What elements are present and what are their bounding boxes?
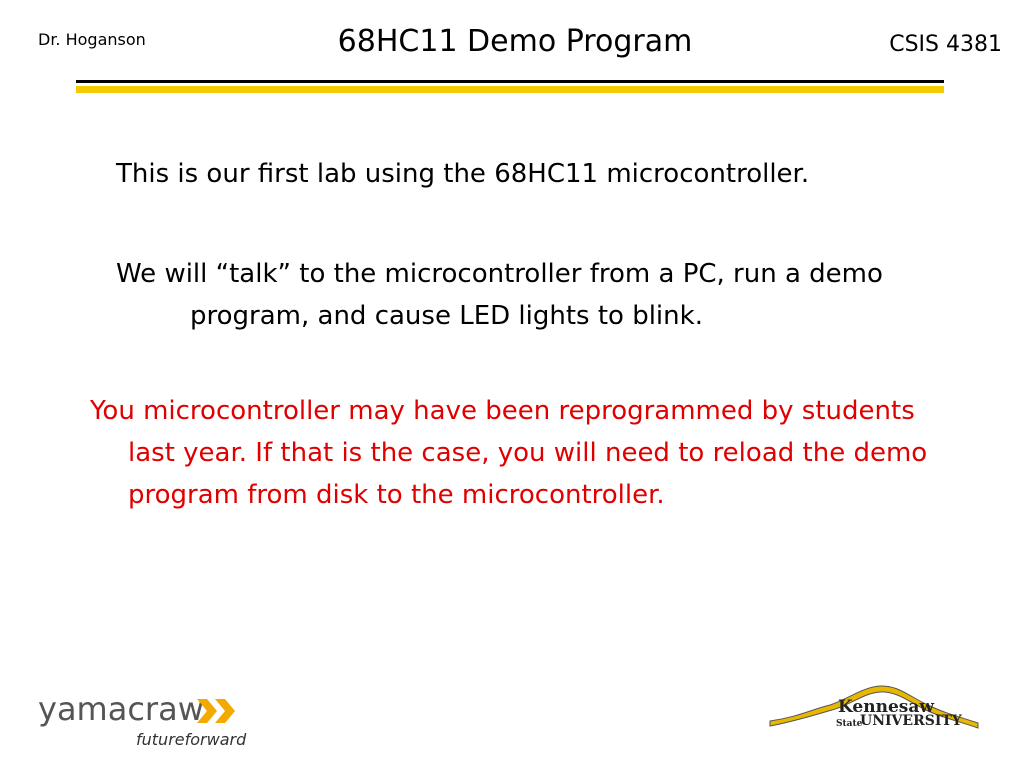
paragraph-talk-to-microcontroller: We will “talk” to the microcontroller from a PC, run a demo program, and cause LED lights to blink. — [116, 259, 883, 331]
slide-title: 68HC11 Demo Program — [337, 24, 693, 59]
header-rule-gold — [76, 86, 944, 93]
kennesaw-state-logo — [768, 683, 980, 741]
course-label: CSIS 4381 — [889, 32, 1002, 57]
double-chevron-icon — [195, 696, 239, 726]
yamacraw-tagline: futureforward — [136, 730, 247, 749]
author-label: Dr. Hoganson — [38, 30, 146, 49]
kennesaw-wordmark: Kennesaw — [838, 697, 934, 717]
paragraph-reprogram-warning: You microcontroller may have been reprogrammed by students last year. If that is the case, you will need to reload the demo program from disk to the microcontroller. — [90, 396, 928, 510]
header-rule-black — [76, 80, 944, 83]
paragraph-first-lab: This is our first lab using the 68HC11 microcontroller. — [116, 159, 810, 189]
yamacraw-wordmark: yamacraw — [38, 690, 204, 728]
state-wordmark: State — [836, 719, 863, 729]
university-wordmark: UNIVERSITY — [860, 713, 962, 729]
yamacraw-logo — [38, 688, 258, 754]
